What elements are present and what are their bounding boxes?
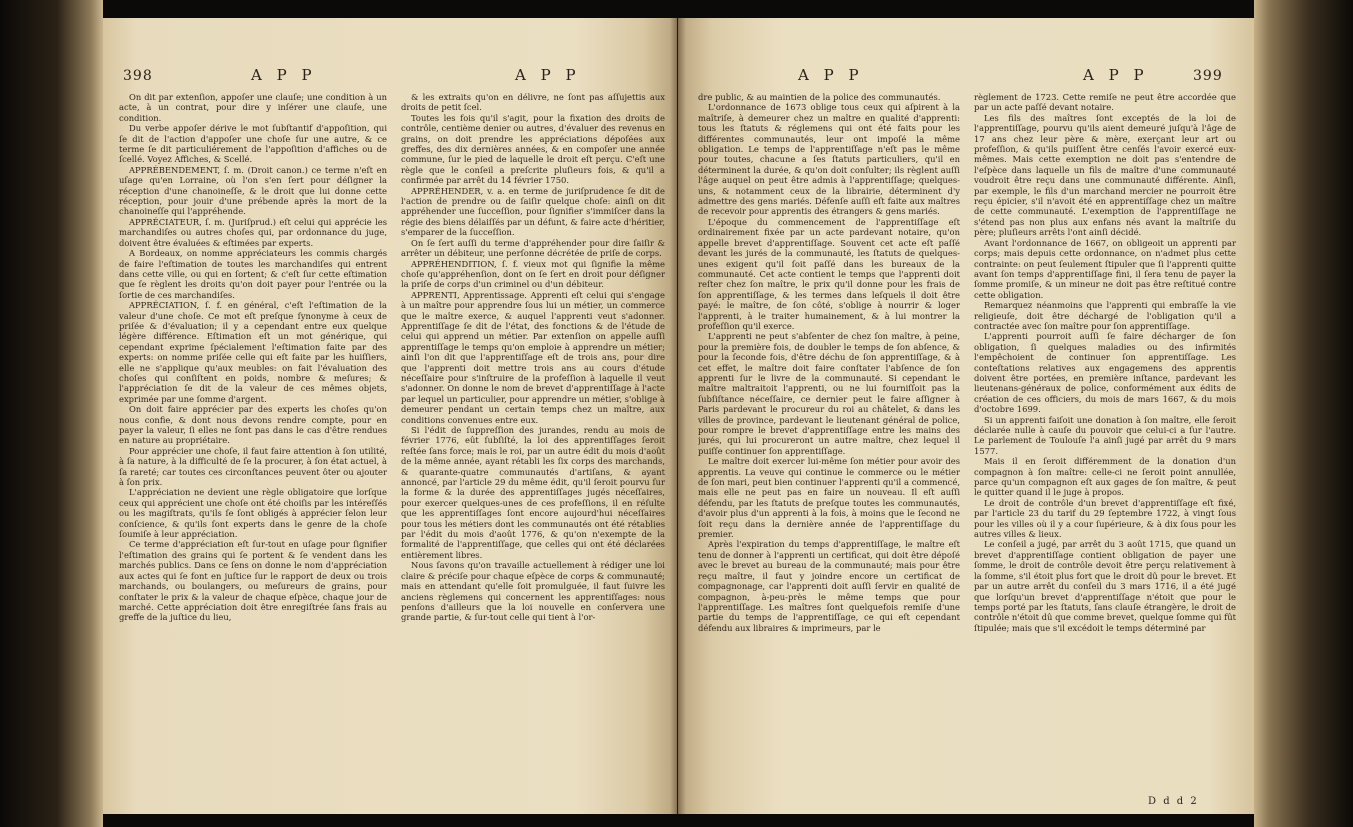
paragraph: L'apprenti ne peut s'abſenter de chez ſon maître, à peine, pour la première fois, de doubler le temps de ſon abſence, & pour la ſeconde fois, d'être déchu de ſon apprentiſſage, & à cet effet, le maître doit faire conſtater l'abſence de ſon apprenti ſur le livre de la communauté. Si cependant le maître maltraitoit l'apprenti, ou ne lui fourniſſoit pas la ſubſiſtance néceſſaire, ce dernier peut le faire aſſigner à Paris pardevant le procureur du roi au châtelet, & dans les villes de province, pardevant le lieutenant général de police, pour rompre le brevet d'apprentiſſage entre les mains des jurés, qui lui procureront un autre maître, chez lequel il puiſſe continuer ſon apprentiſſage. <box>698 331 960 456</box>
paragraph: Toutes les fois qu'il s'agit, pour la fixation des droits de contrôle, centième denier ou autres, d'évaluer des revenus en grains, on doit prendre les appréciations dépoſées aux greffes, des dix dernières années, & en compoſer une année commune, ſur le pied de laquelle le droit eſt perçu. C'eſt une règle que le conſeil a preſcrite pluſieurs fois, & qu'il a confirmée par arrêt du 14 février 1750. <box>401 112 665 186</box>
book-gutter <box>670 18 686 814</box>
paragraph: Si l'édit de ſuppreſſion des jurandes, rendu au mois de février 1776, eût ſubſiſté, la loi des apprentiſſages ſeroit reſtée ſans force; mais le roi, par un autre édit du mois d'août de la même année, ayant rétabli les ſix corps des marchands, & quarante-quatre communautés d'artiſans, & ayant annoncé, par l'article 29 du même édit, qu'il ſeroit pourvu ſur la forme & la durée des apprentiſſages jugés néceſſaires, pour exercer quelques-unes de ces profeſſions, il en réſulte que les apprentiſſages ſont encore aujourd'hui néceſſaires pour tous les métiers dont les communautés ont été rétablies par l'édit du mois d'août 1776, & qu'on n'exempte de la formalité de l'apprentiſſage, que celles qui ont été déclarées entièrement libres. <box>401 425 665 560</box>
right-running-head-inner: A P P <box>798 66 864 84</box>
paragraph: On ſe ſert auſſi du terme d'appréhender pour dire ſaiſir & arrêter un débiteur, une perſonne décrétée de priſe de corps. <box>401 237 665 259</box>
paragraph: Mais il en ſeroit différemment de la donation d'un compagnon à ſon maître: celle-ci ne ſeroit point annullée, parce qu'un compagnon eſt aux gages de ſon maître, & peut le quitter quand il le juge à propos. <box>974 456 1236 498</box>
right-page-number: 399 <box>1193 68 1223 84</box>
paragraph: Remarquez néanmoins que l'apprenti qui embraſſe la vie religieuſe, doit être déchargé de l'obligation qu'il a contractée avec ſon maître pour ſon apprentiſſage. <box>974 300 1236 331</box>
paragraph: APPRÉHENDITION, ſ. f. vieux mot qui ſignifie la même choſe qu'appréhenſion, dont on ſe ſert en droit pour déſigner la priſe de corps d'un criminel ou d'un débiteur. <box>401 258 665 290</box>
paragraph: APPRENTI, Apprentissage. Apprenti eſt celui qui s'engage à un maître pour apprendre ſous lui un métier, un commerce que le maître exerce, & auquel l'apprenti veut s'adonner. Apprentiſſage ſe dit de l'état, des fonctions & de l'étude de celui qui apprend un métier. Par extenſion on appelle auſſi apprentiſſage le temps qu'on emploie à apprendre un métier; ainſi l'on dit que l'apprentiſſage eſt de trois ans, pour dire que l'apprenti doit mettre trois ans au cours d'étude néceſſaire pour s'inſtruire de la profeſſion à laquelle il veut s'adonner. On donne le nom de brevet d'apprentiſſage à l'acte par lequel un particulier, pour apprendre un métier, s'oblige à demeurer pendant un certain temps chez un maître, aux conditions convenues entre eux. <box>401 289 665 425</box>
paragraph: Le maître doit exercer lui-même ſon métier pour avoir des apprentis. La veuve qui continue le commerce ou le métier de ſon mari, peut bien continuer l'apprenti qu'il a commencé, mais elle ne peut pas en faire un nouveau. Il eſt auſſi défendu, par les ſtatuts de preſque toutes les communautés, d'avoir plus d'un apprenti à la fois, à moins que le ſecond ne ſoit reçu dans la dernière année de l'apprentiſſage du premier. <box>698 456 960 540</box>
paragraph: & les extraits qu'on en délivre, ne ſont pas aſſujettis aux droits de petit ſcel. <box>401 92 665 113</box>
left-page-column-1 <box>119 92 387 797</box>
paragraph: On doit faire apprécier par des experts les choſes qu'on nous confie, & dont nous devons rendre compte, pour en payer la valeur, ſi elles ne ſont pas dans le cas d'être rendues en nature au propriétaire. <box>119 404 387 446</box>
paragraph: règlement de 1723. Cette remiſe ne peut être accordée que par un acte paſſé devant notaire. <box>974 92 1236 113</box>
paragraph: APPRÉHENDER, v. a. en terme de juriſprudence ſe dit de l'action de prendre ou de ſaiſir quelque choſe: ainſi on dit appréhender une ſucceſſion, pour ſignifier s'immiſcer dans la régie des biens délaiſſés par un défunt, & faire acte d'héritier, s'emparer de la ſucceſſion. <box>401 185 665 238</box>
signature-mark: D d d 2 <box>1148 796 1199 807</box>
paragraph: On dit par extenſion, appoſer une clauſe; une condition à un acte, à un contrat, pour dire y inſérer une clauſe, une condition. <box>119 92 387 123</box>
paragraph: L'ordonnance de 1673 oblige tous ceux qui aſpirent à la maîtriſe, à demeurer chez un maître en qualité d'apprenti: tous les ſtatuts & réglemens qui ont été faits pour les différentes communautés, leur ont impoſé la même obligation. Le temps de l'apprentiſſage n'eſt pas le même pour toutes, chacune a ſes ſtatuts particuliers, qu'il en déterminent la durée, & qu'on doit conſulter; ils règlent auſſi l'âge auquel on peut être admis à l'apprentiſſage; quelques-uns, & notamment ceux de la librairie, déterminent d'y admettre des gens mariés. Défenſe auſſi eſt faite aux maîtres de recevoir pour apprentis des étrangers & gens mariés. <box>698 102 960 217</box>
paragraph: A Bordeaux, on nomme appréciateurs les commis chargés de faire l'eſtimation de toutes les marchandiſes qui entrent dans cette ville, ou qui en ſortent; & c'eſt ſur cette eſtimation que ſe règlent les droits qu'on doit payer pour l'entrée ou la ſortie de ces marchandiſes. <box>119 248 387 300</box>
paragraph: L'époque du commencement de l'apprentiſſage eſt ordinairement fixée par un acte pardevant notaire, qu'on appelle brevet d'apprentiſſage. Souvent cet acte eſt paſſé devant les jurés de la communauté, les ſtatuts de quelques-unes exigent qu'il ſoit paſſé dans les bureaux de la communauté. Cet acte contient le temps que l'apprenti doit reſter chez ſon maître, le prix qu'il donne pour les frais de ſon apprentiſſage, & les termes dans leſquels il doit être payé: le maître, de ſon côté, s'oblige à nourrir & loger l'apprenti, à le traiter humainement, & à lui montrer la profeſſion qu'il exerce. <box>698 216 960 331</box>
right-book-edge <box>1254 0 1353 827</box>
left-page <box>103 18 677 814</box>
left-running-head-inner: A P P <box>515 66 581 84</box>
paragraph: Le droit de contrôle d'un brevet d'apprentiſſage eſt fixé, par l'article 23 du tarif du 29 ſeptembre 1722, à vingt ſous pour les villes où il y a cour ſupérieure, & à dix ſous pour les autres villes & lieux. <box>974 497 1236 540</box>
paragraph: Ce terme d'appréciation eſt ſur-tout en uſage pour ſignifier l'eſtimation des grains qui ſe portent & ſe vendent dans les marchés publics. Dans ce ſens on donne le nom d'appréciation aux actes qui ſe font en juſtice ſur le rapport de deux ou trois marchands, ou boulangers, ou meſureurs de grains, pour conſtater le prix & la valeur de chaque eſpèce, chaque jour de marché. Cette appréciation doit être enregiſtrée ſans frais au greffe de la juſtice du lieu, <box>119 539 387 623</box>
paragraph: Du verbe appoſer dérive le mot ſubſtantif d'appoſition, qui ſe dit de l'action d'appoſer une choſe ſur une autre, & ce terme ſe dit particuliérement de l'appoſition d'affiches ou de ſcellé. Voyez Affiches, & Scellé. <box>119 123 387 165</box>
paragraph: Le conſeil a jugé, par arrêt du 3 août 1715, que quand un brevet d'apprentiſſage contient obligation de payer une ſomme, le droit de contrôle devoit être perçu relativement à la ſomme, s'il étoit plus fort que le droit dû pour le brevet. Et par un autre arrêt du conſeil du 3 mars 1716, il a été jugé que lorſqu'un brevet d'apprentiſſage n'étoit que pour le temps porté par les ſtatuts, ſans clauſe étrangère, le droit de contrôle n'étoit dû que comme brevet, quelque ſomme qui fût ſtipulée; mais que s'il excédoit le temps déterminé par <box>974 539 1236 633</box>
paragraph: Les fils des maîtres ſont exceptés de la loi de l'apprentiſſage, pourvu qu'ils aient demeuré juſqu'à l'âge de 17 ans chez leur père & mère, exerçant leur art ou profeſſion, & qu'ils puiſſent être cenſés l'avoir exercé eux-mêmes. Mais cette exemption ne doit pas s'entendre de l'eſpèce dans laquelle un fils de maître d'une communauté voudroit être reçu dans une communauté différente. Ainſi, par exemple, le fils d'un marchand mercier ne pourroit être reçu épicier, s'il n'avoit été en apprentiſſage chez un maître de cette communauté. L'exemption de l'apprentiſſage ne s'étend pas non plus aux enfans nés avant la maîtriſe du père; pluſieurs arrêts l'ont ainſi décidé. <box>974 112 1236 238</box>
paragraph: APPRÉCIATION, ſ. f. en général, c'eſt l'eſtimation de la valeur d'une choſe. Ce mot eſt preſque ſynonyme à ceux de priſée & d'évaluation; il y a cependant entre eux quelque légère différence. Eſtimation eſt un mot générique, qui cependant exprime ſpécialement l'eſtimation faite par des experts: on nomme priſée celle qui eſt faite par les huiſſiers, elle ne s'applique qu'aux meubles: on fait l'évaluation des choſes qui conſiſtent en poids, nombre & meſures; & l'appréciation ſe dit de la valeur de ces mêmes objets, exprimée par une ſomme d'argent. <box>119 300 387 404</box>
paragraph: Après l'expiration du temps d'apprentiſſage, le maître eſt tenu de donner à l'apprenti un certificat, qui doit être dépoſé avec le brevet au bureau de la communauté; mais pour être reçu maître, il faut y joindre encore un certificat de compagnonage, car l'apprenti doit auſſi ſervir en qualité de compagnon, à-peu-près le même temps que pour l'apprentiſſage. Les maîtres ſont quelquefois remiſe d'une partie du temps de l'apprentiſſage, ce qui eſt cependant défendu aux libraires & imprimeurs, par le <box>698 539 960 633</box>
right-page-column-2 <box>974 92 1236 797</box>
paragraph: L'appréciation ne devient une règle obligatoire que lorſque ceux qui apprécient une choſe ont été choiſis par les intéreſſés ou les magiſtrats, qu'ils ſe ſont obligés à apprécier ſelon leur conſcience, & qu'ils ſont experts dans le genre de la choſe ſoumiſe à leur appréciation. <box>119 487 387 540</box>
right-page-column-1 <box>698 92 960 797</box>
right-running-head-outer: A P P <box>1083 66 1149 84</box>
right-page <box>678 18 1254 814</box>
left-page-number: 398 <box>123 68 153 84</box>
paragraph: dre public, & au maintien de la police des communautés. <box>698 92 941 102</box>
paragraph: Pour apprécier une choſe, il faut faire attention à ſon utilité, à ſa nature, à la difficulté de ſe la procurer, à ſon état actuel, à ſa rareté; car toutes ces circonſtances peuvent ôter ou ajouter à ſon prix. <box>119 445 387 488</box>
paragraph: APPRÉBENDEMENT, ſ. m. (Droit canon.) ce terme n'eſt en uſage qu'en Lorraine, où l'on s'en ſert pour déſigner la réception d'une chanoineſſe, & le droit que lui donne cette réception, pour jouir d'une prébende après la mort de la chanoineſſe qui l'appréhende. <box>119 164 387 217</box>
left-book-edge <box>0 0 103 827</box>
paragraph: L'apprenti pourroit auſſi ſe faire décharger de ſon obligation, ſi quelques maladies ou des infirmités l'empêchoient de continuer ſon apprentiſſage. Les conteſtations relatives aux engagemens des apprentis doivent être portées, en première inſtance, pardevant les lieutenans-généraux de police, conformément aux édits de création de ces officiers, du mois de mars 1667, & du mois d'octobre 1699. <box>974 331 1236 415</box>
paragraph: Nous ſavons qu'on travaille actuellement à rédiger une loi claire & préciſe pour chaque eſpèce de corps & communauté; mais en attendant qu'elle ſoit promulguée, il faut ſuivre les anciens règlemens qui concernent les apprentiſſages: nous penſons d'ailleurs que la loi nouvelle en conſervera une grande partie, & ſur-tout celle qui tient à l'or- <box>401 560 665 623</box>
paragraph: Si un apprenti faiſoit une donation à ſon maître, elle ſeroit déclarée nulle à cauſe du pouvoir que celui-ci a ſur l'autre. Le parlement de Toulouſe l'a ainſi jugé par arrêt du 9 mars 1577. <box>974 414 1236 456</box>
left-running-head-outer: A P P <box>251 66 317 84</box>
paragraph: APPRÉCIATEUR, ſ. m. (Juriſprud.) eſt celui qui apprécie les marchandiſes ou autres choſes qui, par ordonnance du juge, doivent être évaluées & eſtimées par experts. <box>119 216 387 248</box>
paragraph: Avant l'ordonnance de 1667, on obligeoit un apprenti par corps; mais depuis cette ordonnance, on n'admet plus cette contrainte: on peut ſeulement ſtipuler que ſi l'apprenti quitte avant ſon temps d'apprentiſſage fini, il ſera tenu de payer la ſomme promiſe, & un mineur ne doit pas être reſtitué contre cette obligation. <box>974 237 1236 300</box>
left-page-column-2 <box>401 92 665 797</box>
